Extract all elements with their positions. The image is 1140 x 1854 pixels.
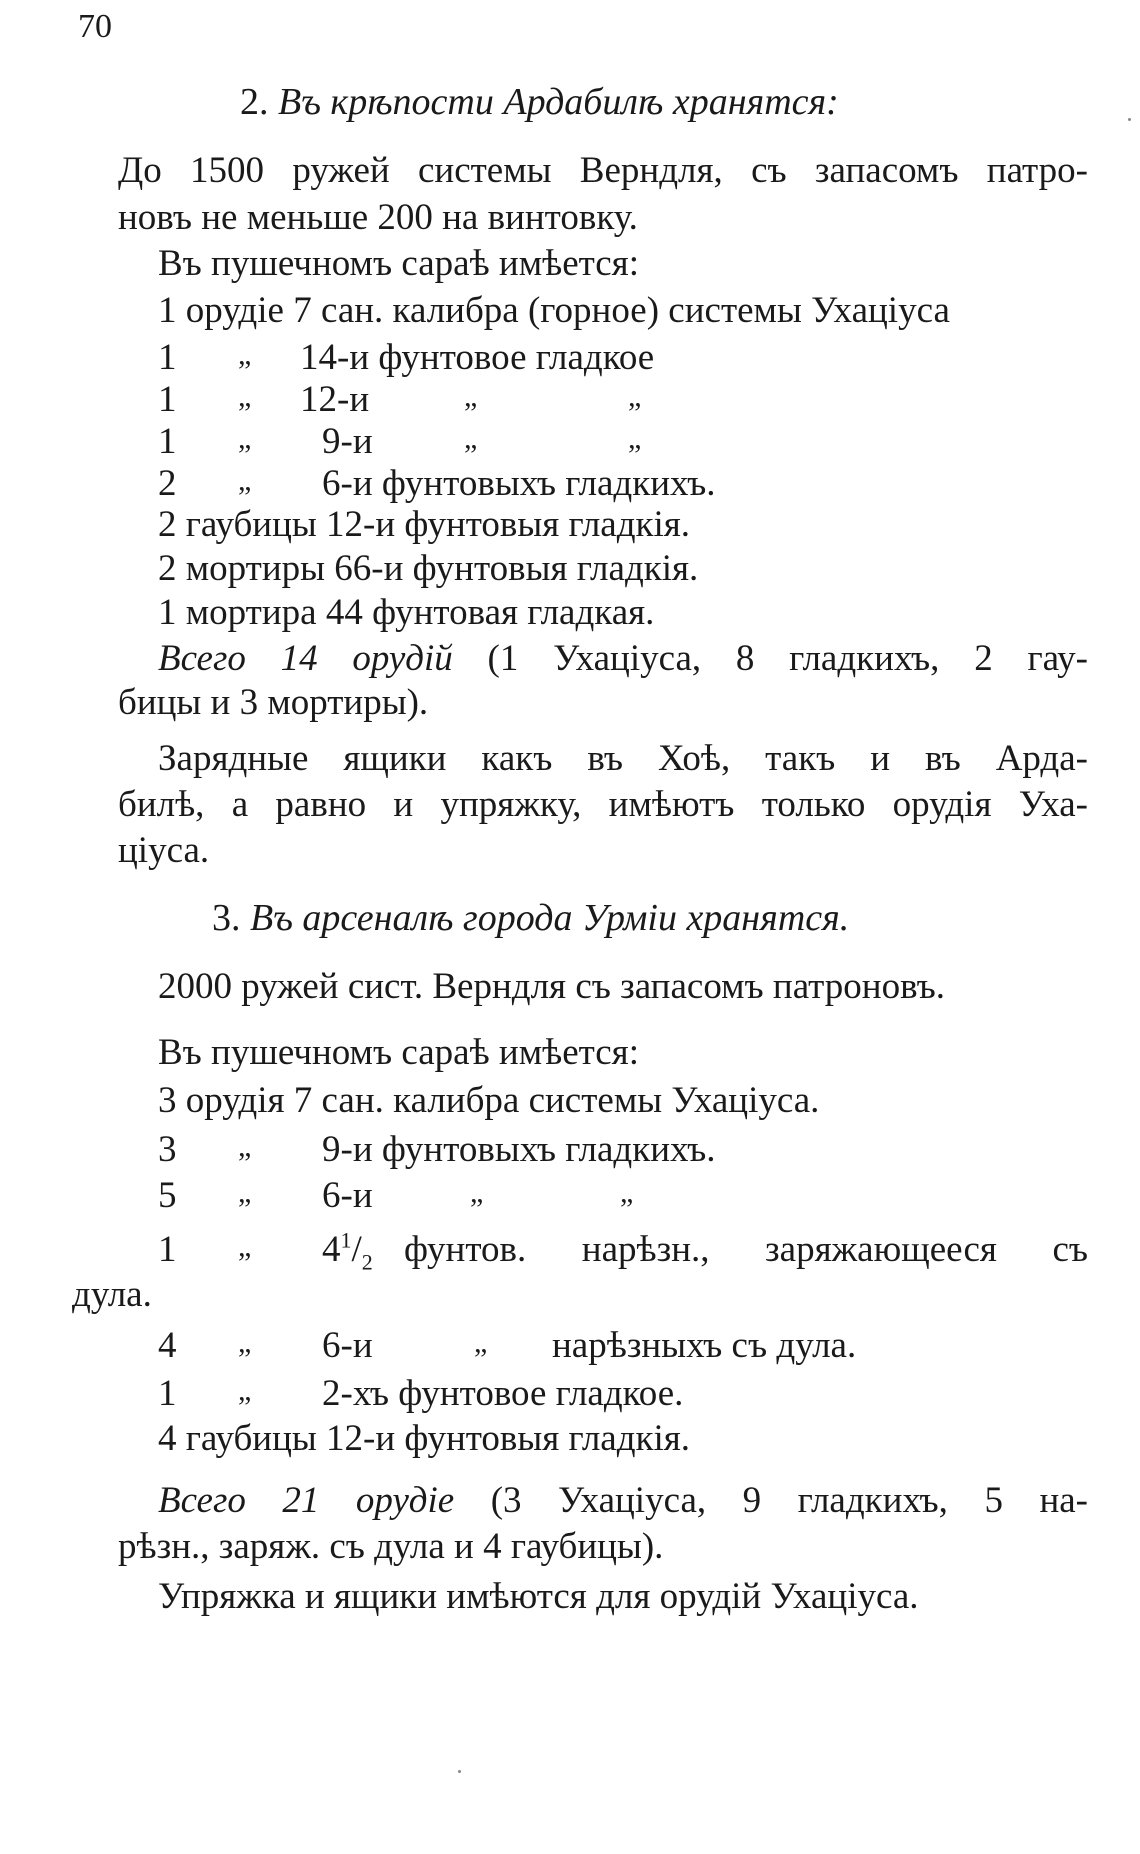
rifled-denominator: 2 xyxy=(361,1249,373,1275)
section-3-title: Въ арсеналѣ города Урміи хранятся. xyxy=(250,897,850,939)
total-line2: бицы и 3 мортиры). xyxy=(118,682,429,723)
s3-row5-num: 1 xyxy=(158,1373,177,1414)
s3-row1-num: 3 xyxy=(158,1129,177,1170)
s3-total-line2: рѣзн., заряж. съ дула и 4 гаубицы). xyxy=(118,1526,664,1567)
row4-num: 2 xyxy=(158,463,177,504)
row2-ditto-a: „ xyxy=(464,380,478,413)
s3-rifled-num: 1 xyxy=(158,1229,177,1270)
s3-rifled-ditto: „ xyxy=(238,1230,252,1263)
rifles-line: 2000 ружей сист. Верндля съ запасомъ патроновъ. xyxy=(158,966,946,1007)
s3-row4-ditto-b: „ xyxy=(474,1326,488,1359)
page-number: 70 xyxy=(78,8,112,45)
s3-harness-line: Упряжка и ящики имѣются для орудій Ухаціуса. xyxy=(158,1576,919,1617)
row2-ditto: „ xyxy=(238,380,252,413)
rifled-whole: 4 xyxy=(322,1229,341,1270)
section-3-number: 3. xyxy=(212,897,241,939)
mortars-line: 2 мортиры 66-и фунтовыя гладкія. xyxy=(158,548,699,589)
para1-line1: До 1500 ружей системы Верндля, съ запасомъ патро- xyxy=(118,150,1088,191)
row3-ditto-a: „ xyxy=(464,422,478,455)
s3-row4-text: нарѣзныхъ съ дула. xyxy=(552,1325,857,1366)
row4-ditto: „ xyxy=(238,464,252,497)
howitzers-line: 2 гаубицы 12-и фунтовыя гладкія. xyxy=(158,504,691,545)
s3-howitzers: 4 гаубицы 12-и фунтовыя гладкія. xyxy=(158,1418,691,1459)
mortar-line: 1 мортира 44 фунтовая гладкая. xyxy=(158,592,655,633)
row1-ditto: „ xyxy=(238,338,252,371)
row3-ditto: „ xyxy=(238,422,252,455)
total-detail: (1 Ухаціуса, 8 гладкихъ, 2 гау- xyxy=(487,638,1088,679)
s3-row5-ditto: „ xyxy=(238,1374,252,1407)
s3-row2-ditto: „ xyxy=(238,1176,252,1209)
s3-total-detail: (3 Ухаціуса, 9 гладкихъ, 5 на- xyxy=(490,1480,1089,1521)
s3-row2-ditto-a: „ xyxy=(470,1176,484,1209)
row2-num: 1 xyxy=(158,379,177,420)
section-2-heading xyxy=(240,80,839,124)
rifled-numerator: 1 xyxy=(340,1227,352,1253)
s3-rifled-text: фунтов. нарѣзн., заряжающееся съ xyxy=(404,1229,1088,1270)
s3-row4-ditto: „ xyxy=(238,1326,252,1359)
section-3-heading xyxy=(212,896,849,940)
row3-text: 9-и xyxy=(322,421,373,462)
item3-1-line: 3 орудія 7 сан. калибра системы Ухаціуса. xyxy=(158,1080,820,1121)
row1-num: 1 xyxy=(158,337,177,378)
s3-rifled-cont: дула. xyxy=(72,1274,152,1315)
row3-num: 1 xyxy=(158,421,177,462)
s3-row2-num: 5 xyxy=(158,1175,177,1216)
s3-total-label: Всего 21 орудіе xyxy=(158,1480,455,1521)
item-1-line: 1 орудіе 7 сан. калибра (горное) системы Ухаціуса xyxy=(158,290,950,331)
s3-row4-amount: 6-и xyxy=(322,1325,373,1366)
row2-ditto-b: „ xyxy=(628,380,642,413)
s3-row5-text: 2-хъ фунтовое гладкое. xyxy=(322,1373,684,1414)
s3-row1-ditto: „ xyxy=(238,1130,252,1163)
s3-rifled-amount: $4^1/_2$ xyxy=(322,1227,373,1275)
shed-line: Въ пушечномъ сараѣ имѣется: xyxy=(158,243,639,284)
note-line2: билѣ, а равно и упряжку, имѣютъ только орудія Уха- xyxy=(118,784,1088,825)
para1-line2: новъ не меньше 200 на винтовку. xyxy=(118,197,638,238)
paper-speck xyxy=(458,1770,461,1773)
section-2-title: Въ крѣпости Ардабилѣ хранятся: xyxy=(278,81,839,123)
shed3-line: Въ пушечномъ сараѣ имѣется: xyxy=(158,1032,639,1073)
s3-row4-num: 4 xyxy=(158,1325,177,1366)
s3-total-line1 xyxy=(158,1482,1088,1519)
row4-text: 6-и фунтовыхъ гладкихъ. xyxy=(322,463,716,504)
row3-ditto-b: „ xyxy=(628,422,642,455)
row2-text: 12-и xyxy=(300,379,370,420)
s3-row2-ditto-b: „ xyxy=(620,1176,634,1209)
s3-row2-text: 6-и xyxy=(322,1175,373,1216)
total-line1 xyxy=(158,640,1088,677)
paper-speck xyxy=(1128,118,1131,121)
row1-text: 14-и фунтовое гладкое xyxy=(300,337,655,378)
total-label: Всего 14 орудій xyxy=(158,638,453,679)
section-2-number: 2. xyxy=(240,81,269,123)
note-line3: ціуса. xyxy=(118,830,210,871)
note-line1: Зарядные ящики какъ въ Хоѣ, такъ и въ Арда- xyxy=(158,738,1088,779)
s3-row1-text: 9-и фунтовыхъ гладкихъ. xyxy=(322,1129,716,1170)
